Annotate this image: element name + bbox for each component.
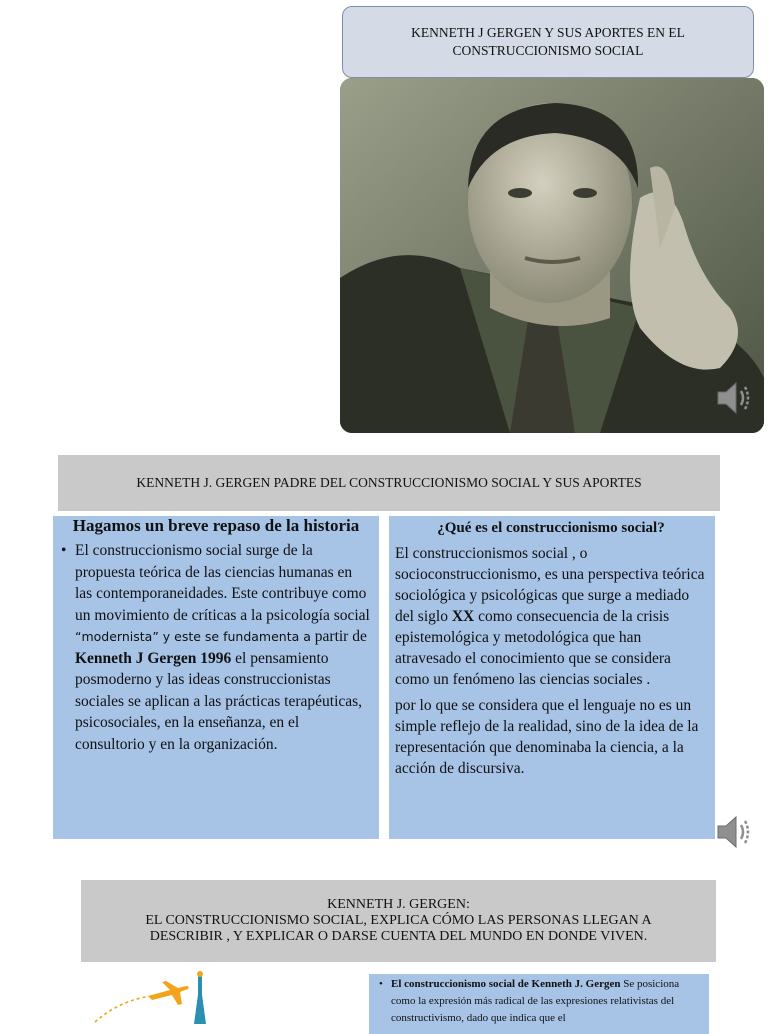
history-heading: Hagamos un breve repaso de la historia [72, 516, 360, 535]
gergen-bullet [379, 976, 699, 1027]
summary-line-2: EL CONSTRUCCIONISMO SOCIAL, EXPLICA CÓMO LAS PERSONAS LLEGAN A [145, 913, 652, 928]
definition-paragraph-1: El construccionismos social , o socioconstruccionismo, es una perspectiva teórica sociológica y psicológicas que surge a mediado del siglo XX como consecuencia de la crisis epistemológica y metodológica que han atravesado el conocimiento que se considera como un fenómeno las ciencias sociales . [395, 545, 705, 688]
bullet-icon: • [379, 978, 383, 990]
header-title-line2: CONSTRUCCIONISMO SOCIAL [452, 43, 644, 58]
summary-band [81, 880, 716, 962]
gergen-bullet-panel [369, 974, 709, 1034]
definition-heading: ¿Qué es el construccionismo social? [437, 520, 665, 536]
speaker-icon[interactable] [714, 378, 756, 418]
summary-line-1: KENNETH J. GERGEN: [327, 897, 470, 912]
airplane-icon [90, 970, 230, 1024]
header-title-box [342, 6, 754, 78]
definition-panel [389, 516, 715, 839]
definition-paragraph-2: por lo que se considera que el lenguaje no es un simple reflejo de la realidad, sino de la idea de la representación que denominaba la ciencia, a la acción de discursiva. [395, 697, 699, 777]
history-panel [53, 516, 379, 839]
header-title-line1: KENNETH J GERGEN Y SUS APORTES EN EL [411, 25, 685, 40]
history-text: El construccionismo social surge de la propuesta teórica de las ciencias humanas en las contemporaneidades. Este contribuye como un movimiento de críticas a la psicología social “modernista” y este se fundamenta a partir de Kenneth J Gergen 1996 el pensamiento posmoderno y las ideas construccionistas sociales se aplican a las prácticas terapéuticas, psicosociales, en la enseñanza, en el consultorio y en la organización. [75, 542, 370, 753]
section-title-band: KENNETH J. GERGEN PADRE DEL CONSTRUCCIONISMO SOCIAL Y SUS APORTES [58, 455, 720, 511]
history-bullet [61, 540, 371, 755]
gergen-text: El construccionismo social de Kenneth J. Gergen Se posiciona como la expresión más radical de las expresiones relativistas del constructivismo, dado que indica que el [391, 978, 680, 1024]
summary-line-3: DESCRIBIR , Y EXPLICAR O DARSE CUENTA DEL MUNDO EN DONDE VIVEN. [149, 929, 648, 944]
speaker-icon[interactable] [714, 812, 756, 852]
portrait-photo [340, 78, 764, 433]
bullet-icon: • [61, 542, 67, 559]
